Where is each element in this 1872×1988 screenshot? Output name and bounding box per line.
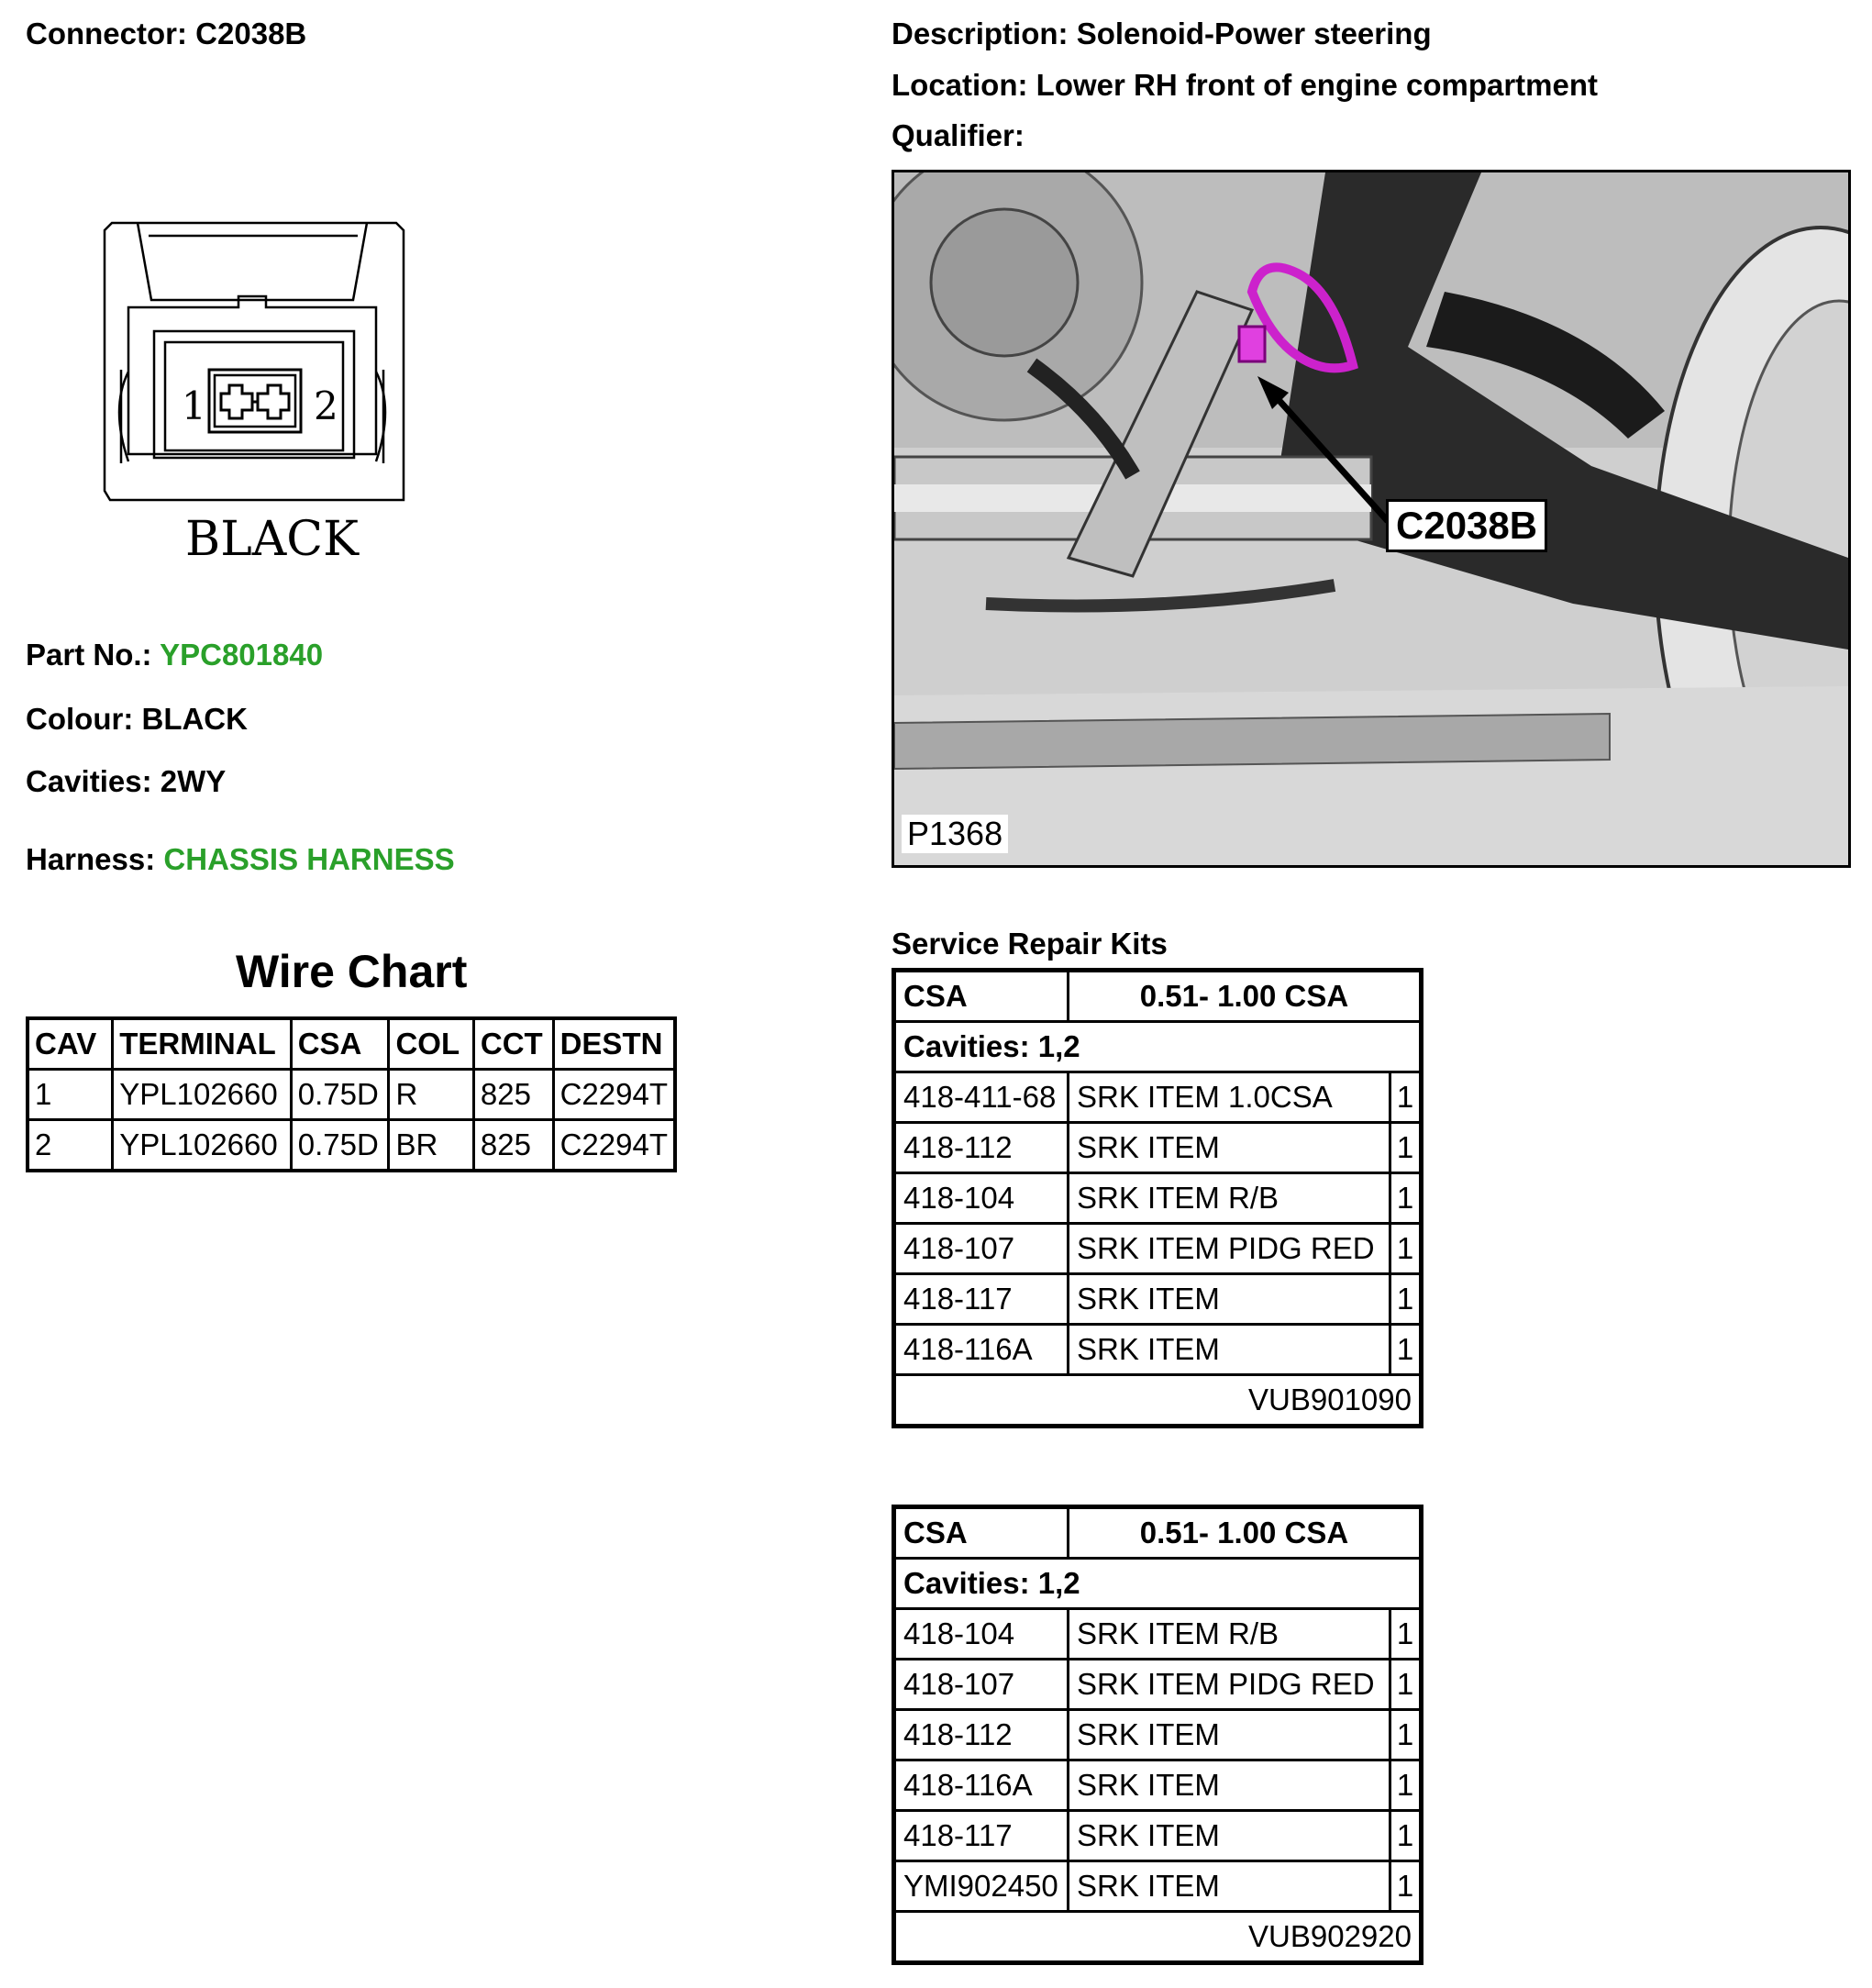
photo-callout-label: C2038B [1386,499,1547,552]
connector-line [26,17,306,51]
engine-compartment-illustration [894,172,1848,865]
header-cct: CCT [473,1018,553,1070]
kit-item-desc: SRK ITEM [1069,1710,1390,1760]
table-row [894,1660,1422,1710]
kit-csa-label: CSA [894,1507,1069,1559]
wire-chart-header-row [28,1018,675,1070]
table-row [894,1123,1422,1173]
harness-link[interactable]: CHASSIS HARNESS [163,842,455,876]
kit-part-no: 418-116A [894,1325,1069,1375]
qualifier-label: Qualifier: [892,118,1025,152]
cct-cell: 825 [473,1120,553,1172]
kit-item-qty: 1 [1390,1224,1422,1274]
kit-item-qty: 1 [1390,1173,1422,1224]
kit-csa-row [894,1507,1422,1559]
csa-cell: 0.75D [291,1120,389,1172]
description-value: Solenoid-Power steering [1076,17,1432,50]
col-cell: R [389,1070,473,1120]
cavity-1-label: 1 [182,383,206,428]
kit-item-desc: SRK ITEM R/B [1069,1173,1390,1224]
kit-item-desc: SRK ITEM [1069,1861,1390,1912]
kit-item-qty: 1 [1390,1861,1422,1912]
cav-cell: 2 [28,1120,113,1172]
service-kit-table-1 [892,968,1423,1428]
kit-item-qty: 1 [1390,1274,1422,1325]
table-row [894,1274,1422,1325]
location-label: Location: [892,68,1028,102]
kit-part-no: 418-117 [894,1811,1069,1861]
kit-csa-value: 0.51- 1.00 CSA [1069,1507,1422,1559]
header-cav: CAV [28,1018,113,1070]
table-row [894,1811,1422,1861]
kit-number: VUB902920 [894,1912,1422,1963]
part-no-link[interactable]: YPC801840 [160,638,324,672]
kit-part-no: 418-117 [894,1274,1069,1325]
kit-csa-row [894,971,1422,1022]
table-row [28,1120,675,1172]
service-kit-table-2 [892,1505,1423,1965]
service-kits-title: Service Repair Kits [892,927,1168,961]
table-row [894,1710,1422,1760]
kit-part-no: 418-107 [894,1224,1069,1274]
connector-id: C2038B [195,17,307,50]
kit-item-qty: 1 [1390,1811,1422,1861]
terminal-cell: YPL102660 [113,1070,291,1120]
kit-item-qty: 1 [1390,1325,1422,1375]
colour-label: Colour: [26,702,134,736]
kit-number-row [894,1912,1422,1963]
kit-part-no: 418-411-68 [894,1072,1069,1123]
location-value: Lower RH front of engine compartment [1036,68,1599,102]
cavities-value: 2WY [160,764,227,798]
wire-chart-table [26,1016,677,1172]
cavities-label: Cavities: [26,764,152,798]
kit-cavities: Cavities: 1,2 [894,1559,1422,1609]
description-line [892,17,1432,51]
kit-item-desc: SRK ITEM R/B [1069,1609,1390,1660]
kit-item-desc: SRK ITEM PIDG RED [1069,1660,1390,1710]
kit-cavities-row [894,1559,1422,1609]
qualifier-line [892,118,1025,153]
kit-item-desc: SRK ITEM 1.0CSA [1069,1072,1390,1123]
kit-csa-value: 0.51- 1.00 CSA [1069,971,1422,1022]
col-cell: BR [389,1120,473,1172]
description-label: Description: [892,17,1069,50]
kit-number-row [894,1375,1422,1427]
kit-number: VUB901090 [894,1375,1422,1427]
cct-cell: 825 [473,1070,553,1120]
kit-item-qty: 1 [1390,1710,1422,1760]
kit-part-no: 418-104 [894,1173,1069,1224]
kit-part-no: 418-116A [894,1760,1069,1811]
kit-item-desc: SRK ITEM [1069,1274,1390,1325]
wire-chart-title: Wire Chart [236,946,468,997]
table-row [894,1224,1422,1274]
terminal-cell: YPL102660 [113,1120,291,1172]
photo-reference-label: P1368 [902,815,1008,853]
kit-item-qty: 1 [1390,1760,1422,1811]
table-row [894,1609,1422,1660]
table-row [894,1072,1422,1123]
kit-item-desc: SRK ITEM [1069,1123,1390,1173]
harness-line [26,842,455,877]
kit-item-qty: 1 [1390,1072,1422,1123]
csa-cell: 0.75D [291,1070,389,1120]
kit-part-no: 418-112 [894,1123,1069,1173]
table-row [894,1861,1422,1912]
kit-item-qty: 1 [1390,1123,1422,1173]
connector-colour-label: BLACK [185,512,359,567]
table-row [894,1173,1422,1224]
kit-part-no: 418-107 [894,1660,1069,1710]
colour-value: BLACK [141,702,248,736]
kit-item-qty: 1 [1390,1660,1422,1710]
table-row [28,1070,675,1120]
location-photo [892,170,1851,868]
table-row [894,1325,1422,1375]
location-line [892,68,1598,103]
header-csa: CSA [291,1018,389,1070]
kit-cavities: Cavities: 1,2 [894,1022,1422,1072]
cavity-2-label: 2 [314,383,338,428]
connector-label: Connector: [26,17,187,50]
destn-cell: C2294T [553,1120,675,1172]
kit-part-no: 418-104 [894,1609,1069,1660]
table-row [894,1760,1422,1811]
kit-item-desc: SRK ITEM [1069,1760,1390,1811]
part-no-label: Part No.: [26,638,152,672]
cavities-line [26,764,226,799]
kit-item-desc: SRK ITEM [1069,1325,1390,1375]
cav-cell: 1 [28,1070,113,1120]
kit-part-no: 418-112 [894,1710,1069,1760]
colour-line [26,702,248,737]
connector-face-diagram [101,216,413,573]
kit-item-qty: 1 [1390,1609,1422,1660]
part-no-line [26,638,323,672]
kit-part-no: YMI902450 [894,1861,1069,1912]
kit-cavities-row [894,1022,1422,1072]
header-destn: DESTN [553,1018,675,1070]
kit-item-desc: SRK ITEM PIDG RED [1069,1224,1390,1274]
header-terminal: TERMINAL [113,1018,291,1070]
destn-cell: C2294T [553,1070,675,1120]
harness-label: Harness: [26,842,156,876]
kit-csa-label: CSA [894,971,1069,1022]
header-col: COL [389,1018,473,1070]
kit-item-desc: SRK ITEM [1069,1811,1390,1861]
